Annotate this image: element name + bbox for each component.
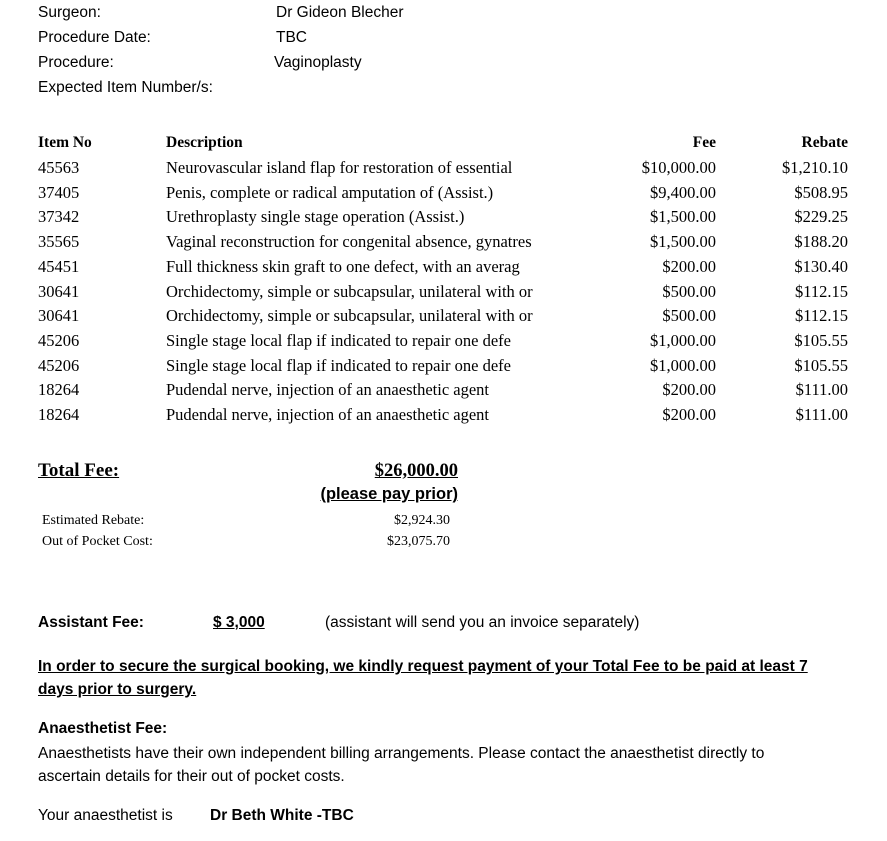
procedure-date-value: TBC [276, 29, 307, 46]
cell-description: Vaginal reconstruction for congenital absence, gynatres [166, 232, 532, 252]
payment-notice: In order to secure the surgical booking, we kindly request payment of your Total Fee to be paid at least 7 days prior to surgery. [38, 658, 808, 698]
cell-fee: $1,000.00 [650, 355, 716, 375]
cell-item-no: 45563 [38, 158, 80, 177]
cell-rebate: $111.00 [795, 405, 848, 425]
column-header-item-no: Item No [38, 134, 92, 151]
total-fee-block [38, 458, 458, 503]
cell-rebate: $1,210.10 [782, 158, 848, 177]
anaesthetist-fee-body: Anaesthetists have their own independent billing arrangements. Please contact the anaesthetist directly to ascertain details for their out of pocket costs. [38, 745, 765, 785]
column-header-description: Description [166, 134, 243, 151]
table-row [38, 354, 848, 379]
detail-row-procedure: Procedure: Vaginoplasty [38, 50, 738, 75]
cell-description: Full thickness skin graft to one defect, with an averag [166, 256, 520, 276]
estimated-rebate-value: $2,924.30 [394, 513, 450, 528]
cell-item-no: 30641 [38, 281, 80, 301]
out-of-pocket-row [38, 531, 450, 552]
table-row [38, 156, 848, 181]
cell-description: Orchidectomy, simple or subcapsular, unilateral with or [166, 306, 533, 326]
cell-description: Single stage local flap if indicated to repair one defe [166, 330, 511, 350]
table-row [38, 378, 848, 403]
cell-rebate: $188.20 [794, 232, 848, 252]
total-fee-label: Total Fee: [38, 460, 120, 481]
anaesthetist-assignment-row [38, 805, 738, 827]
cell-item-no: 18264 [38, 380, 80, 400]
anaesthetist-fee-title: Anaesthetist Fee: [38, 720, 168, 737]
cell-fee: $200.00 [662, 256, 716, 276]
assistant-fee-note: (assistant will send you an invoice separately) [325, 614, 640, 631]
cell-rebate: $229.25 [794, 207, 848, 227]
cell-item-no: 45206 [38, 330, 80, 350]
cell-fee: $1,000.00 [650, 330, 716, 350]
cell-rebate: $130.40 [794, 256, 848, 276]
cell-rebate: $112.15 [794, 281, 848, 301]
table-row [38, 230, 848, 255]
table-header-row [38, 130, 848, 156]
cell-rebate: $105.55 [794, 330, 848, 350]
column-header-rebate: Rebate [801, 134, 848, 151]
table-row [38, 403, 848, 428]
anaesthetist-name: Dr Beth White -TBC [210, 807, 354, 824]
cell-fee: $1,500.00 [650, 207, 716, 227]
cell-item-no: 30641 [38, 306, 80, 326]
table-row [38, 304, 848, 329]
total-fee-row [38, 458, 458, 503]
table-row [38, 205, 848, 230]
anaesthetist-label: Your anaesthetist is [38, 807, 173, 824]
cell-item-no: 37405 [38, 182, 80, 202]
assistant-fee-row [38, 612, 838, 634]
table-row [38, 181, 848, 206]
cell-description: Penis, complete or radical amputation of (Assist.) [166, 182, 494, 202]
estimated-rebate-label: Estimated Rebate: [42, 513, 145, 528]
cell-rebate: $508.95 [794, 182, 848, 202]
procedure-value: Vaginoplasty [274, 54, 362, 71]
cell-description: Neurovascular island flap for restoration of essential [166, 158, 513, 177]
out-of-pocket-value: $23,075.70 [387, 534, 450, 549]
total-fee-note: (please pay prior) [320, 485, 458, 503]
cell-fee: $500.00 [662, 281, 716, 301]
cell-description: Urethroplasty single stage operation (Assist.) [166, 207, 465, 227]
surgeon-value: Dr Gideon Blecher [276, 4, 404, 21]
cell-item-no: 37342 [38, 207, 80, 227]
rebate-summary-block [38, 510, 450, 552]
procedure-details-block [38, 0, 738, 100]
cell-description: Single stage local flap if indicated to repair one defe [166, 355, 511, 375]
cell-rebate: $111.00 [795, 380, 848, 400]
cell-item-no: 35565 [38, 232, 80, 252]
cell-fee: $1,500.00 [650, 232, 716, 252]
estimated-rebate-row [38, 510, 450, 531]
table-row [38, 280, 848, 305]
cell-item-no: 18264 [38, 405, 80, 425]
out-of-pocket-label: Out of Pocket Cost: [42, 534, 153, 549]
detail-row-expected-item-numbers: Expected Item Number/s: [38, 79, 213, 96]
cell-description: Pudendal nerve, injection of an anaesthetic agent [166, 405, 489, 425]
table-row [38, 329, 848, 354]
total-fee-amount: $26,000.00 [374, 461, 458, 481]
table-row [38, 255, 848, 280]
cell-rebate: $105.55 [794, 355, 848, 375]
cell-description: Pudendal nerve, injection of an anaesthetic agent [166, 380, 489, 400]
column-header-fee: Fee [692, 134, 716, 151]
cell-item-no: 45206 [38, 355, 80, 375]
cell-fee: $10,000.00 [641, 158, 716, 177]
cell-rebate: $112.15 [794, 306, 848, 326]
fee-items-table [38, 130, 848, 428]
detail-row-surgeon: Surgeon: Dr Gideon Blecher [38, 0, 738, 25]
fee-table-body [38, 156, 848, 428]
detail-row-procedure-date: Procedure Date: TBC [38, 25, 738, 50]
assistant-fee-label: Assistant Fee: [38, 614, 144, 631]
cell-fee: $500.00 [662, 306, 716, 326]
cell-item-no: 45451 [38, 256, 80, 276]
cell-description: Orchidectomy, simple or subcapsular, unilateral with or [166, 281, 533, 301]
fee-table-header [38, 130, 848, 156]
cell-fee: $200.00 [662, 405, 716, 425]
cell-fee: $200.00 [662, 380, 716, 400]
cell-fee: $9,400.00 [650, 182, 716, 202]
assistant-fee-amount: $ 3,000 [213, 614, 265, 631]
